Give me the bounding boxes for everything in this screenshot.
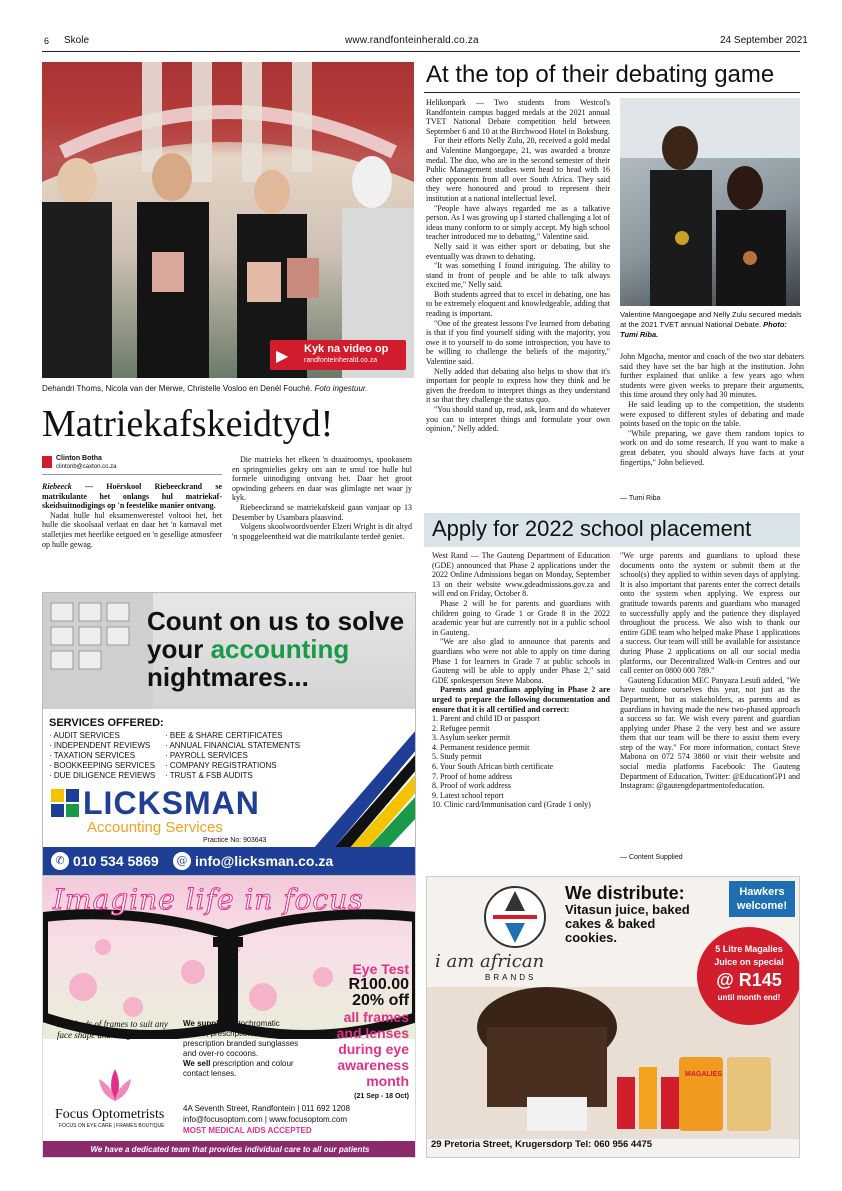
paragraph: "You should stand up, read, ask, learn and do whatever you can to interpret things and formulate your own opinion," Nelly added. [426,405,610,434]
paragraph: "While preparing, we gave them random topics to work on and do some research. If you want to make a great debater, you should always have facts at your fingertips," John believed. [620,428,804,467]
focus-banner: Imagine life in focus [53,883,364,916]
calculator-icon [43,593,153,709]
paragraph: Both students agreed that to excel in debating, one has to be extremely eloquent and knowledgeable, adding that reading is important. [426,289,610,319]
document-item: 8. Proof of work address [432,781,511,791]
placement-col1 [432,551,610,810]
email-icon: @ [173,852,191,870]
document-item: 6. Your South African birth certificate [432,762,554,772]
document-item: 10. Clinic card/Immunisation card (Grade 1 only) [432,800,591,810]
focus-email-web[interactable]: info@focusoptom.com | www.focusoptom.com [183,1115,348,1124]
matric-paragraph: Volgens skoolwoordvoerder Elzeri Wright is dit altyd 'n spoggeleentheid wat die matrikulante terdeë geniet. [232,522,412,541]
licksman-contact-bar [43,847,415,875]
service-item: · TAXATION SERVICES [49,751,136,760]
matric-caption [42,384,414,394]
promo-dates: (21 Sep - 18 Oct) [354,1093,409,1100]
licksman-email[interactable]: info@licksman.co.za [195,853,334,869]
licksman-ad[interactable] [42,592,416,876]
distribute-line: cookies. [565,930,618,945]
paragraph: Helikonpark — Two students from Westcol's Randfontein campus bagged medals at the 2021 annual TVET National Debate competition held between September 6 and 10 at the Birchwood Hotel in Boksburg. [426,98,610,136]
hawkers-badge [729,881,795,917]
focus-medical-aids: MOST MEDICAL AIDS ACCEPTED [183,1126,312,1135]
service-item: · DUE DILIGENCE REVIEWS [49,771,156,780]
licksman-brand-sub: Accounting Services [87,819,223,836]
service-item: · BOOKKEEPING SERVICES [49,761,156,770]
issue-date: 24 September 2021 [720,35,808,46]
paragraph: He said leading up to the competition, the students were exposed to different styles of debating and made points based on the topic on the table. [620,399,804,429]
distribute-line: cakes & baked [565,916,656,931]
matric-headline: Matriekafskeidtyd! [42,403,334,445]
debate-caption-text: Valentine Mangoegape and Nelly Zulu secured medals at the 2021 TVET annual National Debate. [620,310,802,329]
matric-intro: — Hoërskool Riebeeckrand se matrikulante het onlangs hul matriekaf-skeidsuitnodigings op 'n feestelike manier ontvang. [42,482,222,511]
promo-line: all frames [343,1009,409,1025]
service-item: · ANNUAL FINANCIAL STATEMENTS [165,741,301,750]
video-button-site: randfonteinherald.co.za [304,357,378,364]
services-left [49,731,155,781]
special-badge [697,927,800,1025]
debate-photo-credit: Photo: Tumi Riba. [620,320,787,339]
page-number: 6 [44,36,50,46]
supply-lead: We supply [183,1019,223,1028]
matric-paragraph: Die matrieks het elkeen 'n draairoomys, spookasem en springmielies gekry om aan te smul toe hulle hul formele uitnodiging ontvang het. Daar het groot opwinding geheers en daar was glimlagte net waar jy kyk. [232,455,412,503]
matric-col1 [42,482,222,549]
placement-byline: — Content Supplied [620,854,683,861]
eye-test-title: Eye Test [352,961,409,977]
document-item: 5. Study permit [432,752,482,762]
distribute-line: Vitasun juice, baked [565,902,690,917]
author-rule [42,474,222,475]
debate-headline: At the top of their debating game [426,61,775,88]
video-button-label: Kyk na video op [304,343,389,355]
services-right [165,731,300,781]
debate-byline: — Tumi Riba [620,495,661,502]
debate-photo-art [620,98,800,306]
promo-line: and lenses [336,1025,409,1041]
hawkers-line: Hawkers [739,886,785,898]
matric-photo-art [42,62,414,378]
author-marker [42,456,52,468]
placement-header-strip [424,513,800,547]
focus-brand-sub: FOCUS ON EYE CARE | FRAMES BOUTIQUE [59,1123,165,1129]
author-email[interactable]: clintonb@caxton.co.za [56,464,117,470]
paragraph: "People have always regarded me as a talkative person. As I was growing up I started challenging a lot of ideas many conform to or simply accept. My high school teacher introduced me to debating," Valentine said. [426,203,610,242]
service-item: · BEE & SHARE CERTIFICATES [165,731,283,740]
paragraph: "One of the greatest lessons I've learned from debating is that if you find yourself siding with the majority, you owe it to yourself to do some introspection, you have to be willing to challenge the beliefs of the majority," Valentine said. [426,318,610,367]
licksman-headline-2b: accounting [210,634,350,664]
promo-line: awareness [337,1057,409,1073]
header-rule [42,51,800,52]
placement-paragraph: Phase 2 will be for parents and guardians with children going to Grade 1 or Grade 8 in the 2022 academic year but are currently not in a public school in Gauteng. [432,598,610,637]
licksman-headline-1: Count on us to solve [147,606,405,636]
african-address: 29 Pretoria Street, Krugersdorp Tel: 060 956 4475 [431,1139,653,1150]
document-item: 7. Proof of home address [432,771,513,781]
document-item: 1. Parent and child ID or passport [432,714,540,724]
paragraph: Nelly added that debating also helps to show that it's important for people to express how they think and be given the freedom to interpret things as they understand it so that they challenge the status quo. [426,366,610,405]
debate-col1 [426,98,610,514]
special-line: until month end! [717,993,781,1002]
paragraph: For their efforts Nelly Zulu, 20, received a gold medal and Valentine Mangoegape, 21, was awarded a bronze medal. The duo, who are in the second semester of their Public Management studies went head to head with 16 other opponents from all over South Africa. They said they were honoured and proud to represent their institution at a national intellectual level. [426,136,610,203]
african-brand-sub: BRANDS [485,973,537,982]
debate-col2 [620,352,804,467]
distribute-text [565,883,690,945]
service-item: · PAYROLL SERVICES [165,751,248,760]
special-price: @ R145 [716,970,782,990]
document-item: 4. Permanent residence permit [432,742,530,752]
promo-line: month [366,1073,409,1089]
sell-lead: We sell [183,1059,211,1068]
distribute-title: We distribute: [565,883,685,903]
focus-footer: We have a dedicated team that provides individual care to all our patients [43,1141,416,1158]
service-item: · TRUST & FSB AUDITS [165,771,253,780]
eye-test-price: R100.00 [348,976,409,993]
supply-text: photochromatic lenses, prescription and non-prescription branded sunglasses and over-ro cocoons. [183,1019,299,1058]
african-brands-logo-icon [483,885,547,949]
paragraph: Nelly said it was either sport or debating, but she eventually was drawn to debating. [426,241,610,261]
sell-text: prescription and colour contact lenses. [183,1059,294,1078]
document-item: 2. Refugee permit [432,723,490,733]
calculator-image [43,593,415,709]
matric-col2 [232,455,412,541]
service-item: · INDEPENDENT REVIEWS [49,741,151,750]
eye-test-promo [299,961,409,1105]
document-item: 3. Asylum seeker permit [432,733,511,743]
document-item: 9. Latest school report [432,790,504,800]
focus-brand: Focus Optometrists [55,1107,165,1122]
placement-headline: Apply for 2022 school placement [432,516,752,541]
licksman-phone[interactable]: 010 534 5869 [73,853,159,869]
practice-number: Practice No: 903643 [203,837,267,844]
licksman-stripes [313,709,416,849]
placement-col2 [620,551,800,791]
licksman-logo [51,789,79,817]
matric-dateline: Riebeeck [42,482,72,491]
frames-text: Hundreds of frames to suit any face shape and budget. [57,1019,168,1040]
website-link[interactable]: www.randfonteinherald.co.za [345,35,479,46]
promo-line: during eye [338,1041,409,1057]
focus-ad[interactable] [42,876,416,1158]
bottle-label: MAGALIES [685,1071,722,1078]
eye-test-off: 20% off [352,992,409,1009]
licksman-brand: LICKSMAN [83,785,260,821]
placement-intro: West Rand — The Gauteng Department of Education (GDE) announced that Phase 2 applications under the 2022 Online Admissions began on Monday, September 13 on their website www.gdeadmissions.gov.za and will end on Friday, October 8. [432,551,610,599]
placement-doc-intro: Parents and guardians applying in Phase 2 are urged to prepare the following documentation and ensure that it is all certified and correct: [432,685,610,714]
licksman-headline-3: nightmares... [147,662,309,692]
matric-photo [42,62,414,378]
author-name: Clinton Botha [56,455,102,462]
matric-caption-text: Dehandri Thoms, Nicola van der Merwe, Christelle Vosloo en Denél Fouché. [42,384,313,393]
documents-list [432,714,610,810]
video-button[interactable] [270,340,406,370]
paragraph: John Mgocha, mentor and coach of the two star debaters said they have set the bar high at the institution. John further explained that unlike a few years ago when students were given weeks to prepare their arguments, this time around they only had 30 minutes. [620,352,804,400]
focus-contact [183,1103,350,1136]
lotus-logo-icon [95,1065,135,1105]
service-item: · AUDIT SERVICES [49,731,120,740]
african-brands-ad[interactable] [426,876,800,1158]
special-line: Juice on special [714,957,784,967]
services-title: SERVICES OFFERED: [49,717,164,729]
matric-paragraph: Nadat hulle hul eksamenwerestel voltooi het, het hulle die skoolsaal verlaat en daar het 'n karnaval met stalletjies met heerlike eetgoed en 'n gesellige atmosfeer op hulle gewag. [42,510,222,549]
paragraph: "We urge parents and guardians to upload these documents onto the system or submit them at the school(s) they applied to within seven days of applying. It is also important that parents enter the correct details onto the system when applying. We express our gratitude towards parents and guardians who managed to successfully apply and the patience they displayed throughout the process. We also wish to thank our entire GDE team who helped make Phase 1 applications a success. Our team will still be available for assistance during Phase 2 applications on all our social media platforms, our Decentralized Walk-in Centres and our call center on 0800 000 789." [620,551,800,676]
placement-paragraph: "We are also glad to announce that parents and guardians who were not able to apply on time during Phase 1 for learners in Grade 7 at public schools in Gauteng will be able to apply under Phase 2," said GDE spokesperson Steve Mabona. [432,637,610,685]
service-item: · COMPANY REGISTRATIONS [165,761,277,770]
matric-paragraph: Riebeeckrand se matriekafskeid gaan vanjaar op 13 Desember by Usambara plaasvind. [232,502,412,522]
video-camera-icon: ▶ [276,346,289,365]
debate-photo [620,98,800,306]
debate-rule [424,92,800,93]
paragraph: Gauteng Education MEC Panyaza Lesufi added, "We have outdone ourselves this year, not just as the Department, but as stakeholders, as parents and as guardians in having made the new two-phased approach a success so far. We wish every parent and guardian applying under Phase 2 the very best and we assure them that our team will be there to assist them every step of the way." For more information, contact Steve Mabona on 072 574 3860 or visit their website and social media platforms Facebook: The Gauteng Department of Education, Twitter: @EducationGP1 and Instagram: @gautengdepartmentofeducation. [620,675,800,791]
african-brand-name: i am african [435,951,545,972]
phone-icon: ✆ [51,852,69,870]
focus-address: 4A Seventh Street, Randfontein | 011 692 1208 [183,1104,350,1113]
special-line: 5 Litre Magalies [715,944,783,954]
focus-supply [183,1019,303,1079]
matric-photo-credit: Foto ingestuur. [314,384,368,393]
paragraph: "It was something I found intriguing. The ability to stand in front of people and be able to talk always excited me," Nelly said. [426,261,610,290]
section-name: Skole [64,35,90,46]
hawkers-line: welcome! [736,900,788,912]
licksman-headline-2a: your [147,634,211,664]
debate-caption [620,310,804,340]
